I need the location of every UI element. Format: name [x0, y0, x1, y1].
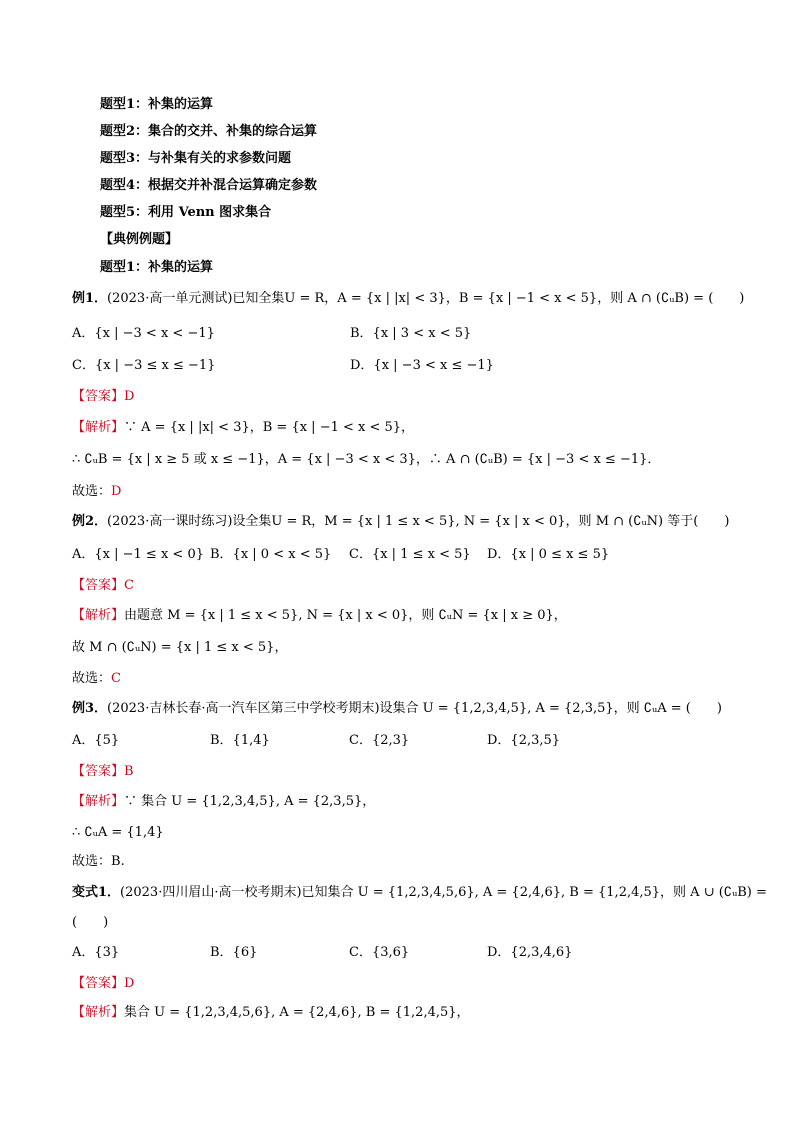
option-c: C．{x | 1 ≤ x < 5}	[349, 547, 471, 562]
example-label: 例1．	[72, 291, 108, 306]
example-3-question	[72, 700, 722, 718]
choice-line	[72, 670, 121, 688]
choice-value: D	[111, 484, 122, 499]
option-c: C．{2,3}	[349, 733, 410, 748]
option-c: C．{x | −3 ≤ x ≤ −1}	[72, 358, 216, 373]
analysis-text: 由题意 M = {x | 1 ≤ x < 5}, N = {x | x < 0}，则 ∁ᵤN = {x | x ≥ 0}，	[124, 608, 567, 623]
option-a: A．{x | −1 ≤ x < 0}	[72, 547, 204, 562]
question-stem: (2023·吉林长春·高一汽车区第三中学校考期末)设集合 U = {1,2,3,4,5}, A = {2,3,5}，则 ∁ᵤA = ( )	[107, 701, 722, 716]
analysis-line-1	[72, 793, 375, 811]
variant-1-question	[72, 884, 767, 902]
analysis-line-2: 故 M ∩ (∁ᵤN) = {x | 1 ≤ x < 5}，	[72, 640, 288, 655]
option-d: D．{2,3,4,6}	[487, 945, 573, 960]
choice-prefix: 故选：	[72, 671, 112, 686]
choice-prefix: 故选：	[72, 854, 112, 869]
variant-label: 变式1．	[72, 885, 121, 900]
answer-value: C	[124, 578, 134, 593]
answer-tag: 【答案】	[72, 389, 125, 404]
option-a: A．{x | −3 < x < −1}	[72, 326, 215, 341]
toc-item-4: 题型4：根据交并补混合运算确定参数	[100, 178, 318, 193]
option-b: B．{6}	[210, 945, 258, 960]
analysis-tag: 【解析】	[72, 1005, 125, 1020]
choice-line	[72, 853, 125, 871]
answer-tag: 【答案】	[72, 976, 125, 991]
choice-value: C	[111, 671, 121, 686]
option-a: A．{3}	[72, 945, 120, 960]
option-d: D．{x | 0 ≤ x ≤ 5}	[487, 547, 610, 562]
analysis-text: ∵ A = {x | |x| < 3}，B = {x | −1 < x < 5}，	[124, 420, 415, 435]
option-d: D．{2,3,5}	[487, 733, 561, 748]
subheading: 题型1：补集的运算	[100, 260, 214, 275]
option-b: B．{x | 3 < x < 5}	[350, 326, 472, 341]
option-b: B．{x | 0 < x < 5}	[210, 547, 332, 562]
analysis-text: 集合 U = {1,2,3,4,5,6}, A = {2,4,6}, B = {1,2,4,5}，	[124, 1005, 470, 1020]
answer-value: D	[124, 389, 135, 404]
answer-tag: 【答案】	[72, 578, 125, 593]
answer-line	[72, 763, 134, 781]
answer-line	[72, 975, 134, 993]
answer-line	[72, 388, 134, 406]
analysis-line-1	[72, 1004, 470, 1022]
analysis-line-1	[72, 607, 567, 625]
question-stem: (2023·高一单元测试)已知全集U = R，A = {x | |x| < 3}，B = {x | −1 < x < 5}，则 A ∩ (∁ᵤB) = ( )	[107, 291, 745, 306]
analysis-line-2: ∴ ∁ᵤB = {x | x ≥ 5 或 x ≤ −1}，A = {x | −3 < x < 3}，∴ A ∩ (∁ᵤB) = {x | −3 < x ≤ −1}．	[72, 452, 661, 467]
answer-value: D	[124, 976, 135, 991]
analysis-tag: 【解析】	[72, 794, 125, 809]
toc-item-3: 题型3：与补集有关的求参数问题	[100, 151, 292, 166]
toc-item-1: 题型1：补集的运算	[100, 97, 214, 112]
analysis-line-1	[72, 419, 414, 437]
choice-prefix: 故选：	[72, 484, 112, 499]
answer-line	[72, 577, 134, 595]
answer-tag: 【答案】	[72, 764, 125, 779]
choice-value: B.	[111, 854, 125, 869]
question-stem-continued: ( )	[72, 915, 109, 930]
question-stem: (2023·高一课时练习)设全集U = R，M = {x | 1 ≤ x < 5}, N = {x | x < 0}，则 M ∩ (∁ᵤN) 等于( )	[107, 514, 730, 529]
answer-value: B	[124, 764, 134, 779]
analysis-tag: 【解析】	[72, 608, 125, 623]
option-d: D．{x | −3 < x ≤ −1}	[350, 358, 494, 373]
toc-item-2: 题型2：集合的交并、补集的综合运算	[100, 124, 318, 139]
option-a: A．{5}	[72, 733, 120, 748]
analysis-line-2: ∴ ∁ᵤA = {1,4}	[72, 825, 164, 840]
example-2-question	[72, 513, 729, 531]
section-heading: 【典例例题】	[100, 232, 179, 247]
question-stem: (2023·四川眉山·高一校考期末)已知集合 U = {1,2,3,4,5,6}, A = {2,4,6}, B = {1,2,4,5}，则 A ∪ (∁ᵤB) =	[120, 885, 767, 900]
example-1-question	[72, 290, 744, 308]
analysis-text: ∵ 集合 U = {1,2,3,4,5}, A = {2,3,5}，	[124, 794, 376, 809]
option-b: B．{1,4}	[210, 733, 270, 748]
example-label: 例2．	[72, 514, 108, 529]
choice-line	[72, 483, 121, 501]
toc-item-5: 题型5：利用 Venn 图求集合	[100, 205, 272, 220]
option-c: C．{3,6}	[349, 945, 410, 960]
analysis-tag: 【解析】	[72, 420, 125, 435]
example-label: 例3．	[72, 701, 108, 716]
